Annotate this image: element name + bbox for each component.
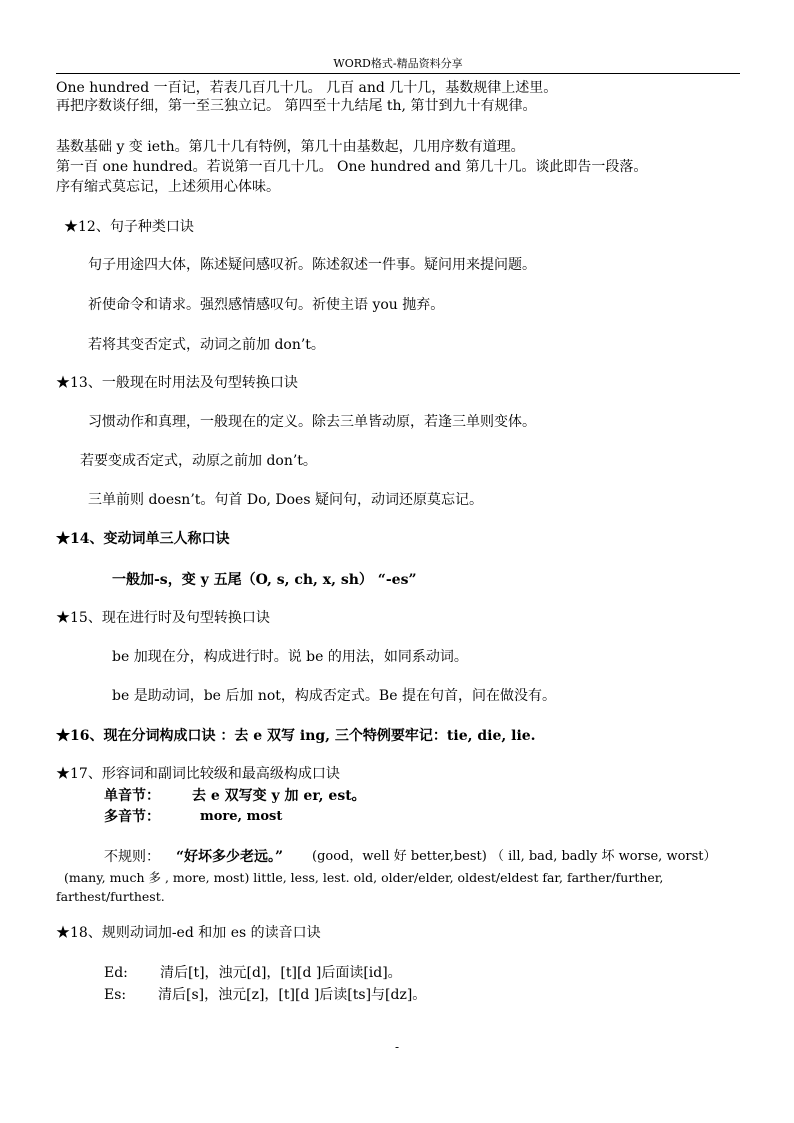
mono-syllable-label: 单音节： bbox=[104, 788, 160, 804]
irregular-quote: “好坏多少老远。” bbox=[176, 849, 284, 865]
es-label: Es: bbox=[104, 987, 127, 1003]
section-15-p2: be 是助动词，be 后加 not，构成否定式。Be 提在句首，问在做没有。 bbox=[112, 688, 556, 704]
text-line-1: One hundred 一百记，若表几百几十几。 几百 and 几十几，基数规律上述里。 bbox=[56, 80, 558, 96]
section-16-title: ★16、现在分词构成口诀 ：去 e 双写 ing, 三个特例要牢记：tie, die, lie. bbox=[56, 728, 536, 744]
section-12-title: ★12、句子种类口诀 bbox=[64, 219, 194, 235]
section-12-p1: 句子用途四大体，陈述疑问感叹祈。陈述叙述一件事。疑问用来提问题。 bbox=[88, 257, 536, 273]
section-18-title: ★18、规则动词加-ed 和加 es 的读音口诀 bbox=[56, 925, 321, 941]
section-13-title: ★13、一般现在时用法及句型转换口诀 bbox=[56, 375, 298, 391]
section-15-title: ★15、现在进行时及句型转换口诀 bbox=[56, 610, 270, 626]
mono-syllable-rule: 去 e 双写变 y 加 er, est。 bbox=[192, 788, 366, 804]
text-line-3: 基数基础 y 变 ieth。第几十几有特例，第几十由基数起，几用序数有道理。 bbox=[56, 139, 525, 155]
text-line-5: 序有缩式莫忘记，上述须用心体味。 bbox=[56, 179, 280, 195]
irregular-line-2: (many, much 多 , more, most) little, less, lest. old, older/elder, oldest/eldest far, farther/further, bbox=[64, 870, 664, 885]
irregular-tail: (good，well 好 better,best) （ ill, bad, badly 坏 worse, worst） bbox=[312, 849, 717, 864]
ed-label: Ed: bbox=[104, 965, 128, 981]
poly-syllable-rule: more, most bbox=[200, 809, 283, 824]
text-line-2: 再把序数谈仔细，第一至三独立记。 第四至十九结尾 th, 第廿到九十有规律。 bbox=[56, 98, 537, 114]
irregular-line-3: farthest/furthest. bbox=[56, 889, 165, 904]
ed-rule: 清后[t]，浊元[d]，[t][d ]后面读[id]。 bbox=[160, 965, 402, 981]
irregular-label: 不规则： bbox=[104, 849, 160, 865]
section-14-title: ★14、变动词单三人称口诀 bbox=[56, 531, 230, 547]
section-13-p1: 习惯动作和真理，一般现在的定义。除去三单皆动原，若逢三单则变体。 bbox=[88, 414, 536, 430]
section-17-title: ★17、形容词和副词比较级和最高级构成口诀 bbox=[56, 766, 340, 782]
section-14-p1: 一般加-s，变 y 五尾（O, s, ch, x, sh） “-es” bbox=[112, 572, 417, 588]
section-13-p2: 若要变成否定式，动原之前加 don’t。 bbox=[80, 453, 317, 469]
poly-syllable-label: 多音节： bbox=[104, 809, 160, 825]
page-footer: - bbox=[395, 1040, 400, 1054]
text-line-4: 第一百 one hundred。若说第一百几十几。 One hundred and 第几十几。谈此即告一段落。 bbox=[56, 159, 648, 175]
section-12-p3: 若将其变否定式，动词之前加 don’t。 bbox=[88, 337, 325, 353]
section-13-p3: 三单前则 doesn’t。句首 Do, Does 疑问句，动词还原莫忘记。 bbox=[88, 492, 483, 508]
section-12-p2: 祈使命令和请求。强烈感情感叹句。祈使主语 you 抛弃。 bbox=[88, 297, 445, 313]
es-rule: 清后[s]，浊元[z]，[t][d ]后读[ts]与[dz]。 bbox=[158, 987, 427, 1003]
section-15-p1: be 加现在分，构成进行时。说 be 的用法，如同系动词。 bbox=[112, 649, 468, 665]
page-header: WORD格式-精品资料分享 bbox=[333, 57, 463, 70]
header-rule bbox=[56, 73, 740, 74]
